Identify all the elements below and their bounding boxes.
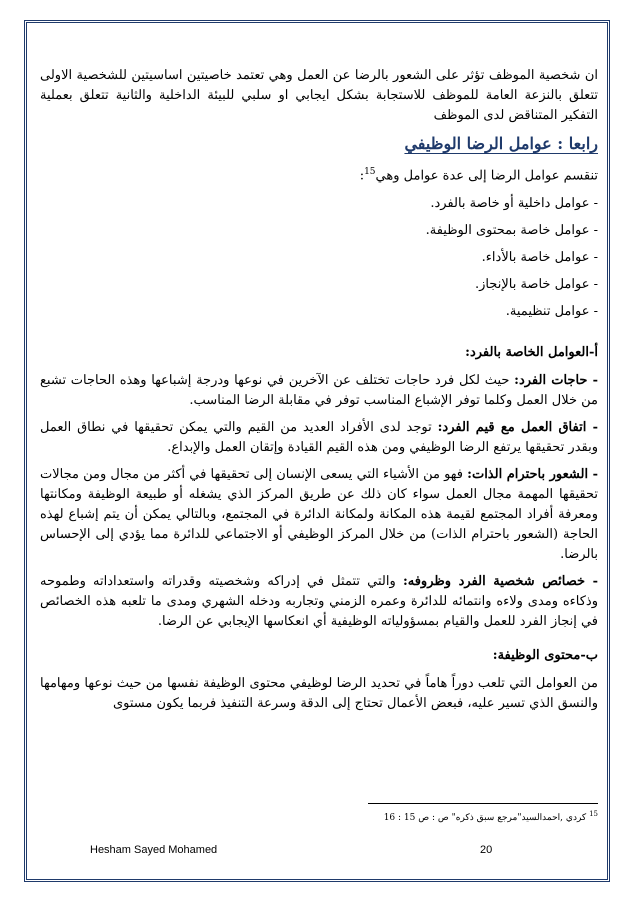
list-item: - عوامل خاصة بالإنجاز. [474,277,598,293]
item-label: - حاجات الفرد: [514,373,598,389]
page-footer [40,844,598,860]
item-text: والتي تتمثل في إدراكه وشخصيته وقدراته واستعداداته وطموحه وذكاءه ومدى ولاءه وانتمائه للدائرة وعمره الزمني وتجاربه ودخله الشهري ومدى ما تلعبه هذه الخصائص في إنجاز الفرد للعمل والقيام بمسؤولياته الوظيفية أي انعكاسها الإيجابي عن الرضا. [40,574,598,630]
list-item: - عوامل خاصة بمحتوى الوظيفة. [425,223,598,239]
lead-tail: : [359,168,365,184]
footnote [384,808,598,824]
footnote-divider [368,803,598,804]
page-body [40,66,598,714]
item-label: - اتفاق العمل مع قيم الفرد: [437,420,598,436]
subheading-job-content: ب-محتوى الوظيفة: [492,648,598,664]
page-number: 20 [480,844,493,856]
footnote-ref: 15 [364,167,376,177]
lead-paragraph [40,162,598,186]
footer-author: Hesham Sayed Mohamed [90,844,218,856]
item-text: توجد لدى الأفراد العديد من القيم والتي يمكن تحقيقها في نطاق العمل وبقدر تحقيقها يرتفع الرضا الوظيفي ومن هذه القيم القيادة وإتقان العمل والإبداع. [40,420,598,456]
item-text: فهو من الأشياء التي يسعى الإنسان إلى تحقيقها في أكثر من مجال ومن مجالات تحقيقها المهمة مجال العمل سواء كان ذلك عن طريق المركز الذي يشغله أو طبيعة الوظيفة ومكانتها ومعرفة أفراد المجتمع لقيمة هذه المكانة ولمكانة الدائرة في المجتمع، وبالتالي يمكن أن يتم إشباع لهذه الحاجة (الشعور باحترام الذات) من خلال المركز الوظيفي أو الاجتماعي للدائرة مما يؤدي إلى الإحساس بالرضا. [40,467,598,563]
lead-text: تنقسم عوامل الرضا إلى عدة عوامل وهي [375,168,598,184]
factors-list [40,194,598,329]
section-title: رابعا : عوامل الرضا الوظيفي [404,134,598,153]
list-item: - عوامل داخلية أو خاصة بالفرد. [430,196,598,212]
item-paragraph [40,572,598,632]
closing-paragraph: من العوامل التي تلعب دوراً هاماً في تحديد الرضا لوظيفي محتوى الوظيفة نفسها من حيث نوعها ومهامها والنسق الذي تسير عليه، فبعض الأعمال تحتاج إلى الدقة وسرعة التنفيذ فربما يكون مستوى [40,676,598,712]
intro-paragraph: ان شخصية الموظف تؤثر على الشعور بالرضا عن العمل وهي تعتمد خاصيتين اساسيتين للشخصية الاولى تتعلق بالنزعة العامة للموظف للاستجابة بشكل ايجابي او سلبي للبيئة الداخلية والثانية تتعلق بعملية التفكير المتناقض لدى الموظف [40,68,598,123]
footnote-number: 15 [589,810,598,818]
list-item: - عوامل تنظيمية. [505,304,598,320]
item-label: - الشعور باحترام الذات: [467,467,598,483]
subheading-individual-factors: أ-العوامل الخاصة بالفرد: [465,345,598,361]
list-item: - عوامل خاصة بالأداء. [481,250,598,266]
item-paragraph [40,465,598,565]
item-text: حيث لكل فرد حاجات تختلف عن الآخرين في نوعها ودرجة إشباعها وهذه الحاجات تشبع من خلال العمل وكلما توفر الإشباع المناسب توفر في مقابلة الرضا المناسب. [40,373,598,409]
item-label: - خصائص شخصية الفرد وظروفه: [402,574,599,590]
footnote-text: كردي ,احمدالسيد"مرجع سبق ذكره" ص : ص 15 : 16 [383,813,587,823]
item-paragraph [40,418,598,458]
item-paragraph [40,371,598,411]
